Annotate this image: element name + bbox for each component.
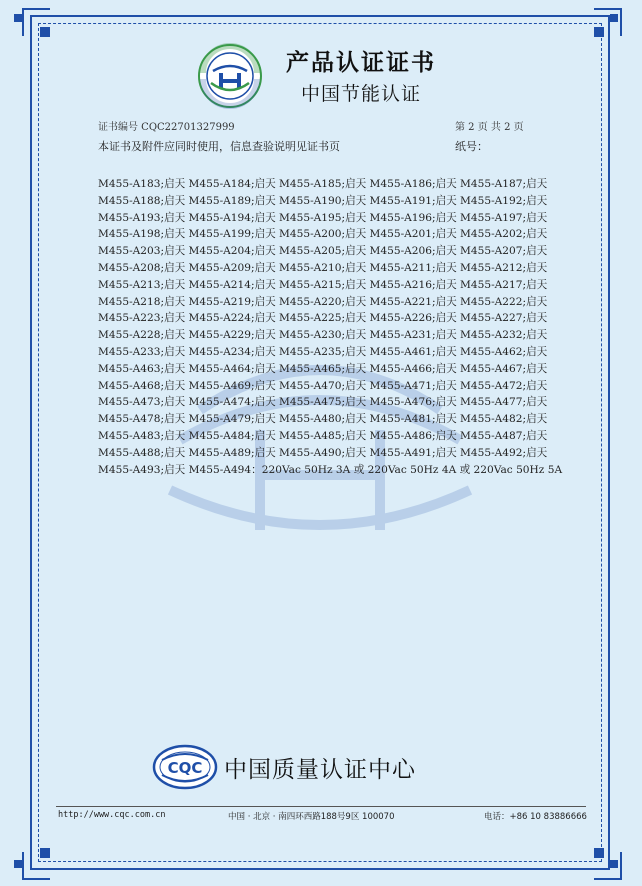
footer-address: 中国 · 北京 · 南四环西路188号9区 100070 bbox=[228, 812, 395, 822]
corner-dot-top-left bbox=[14, 14, 22, 22]
model-entry: M455-A219;启天 bbox=[188, 295, 276, 308]
model-entry: M455-A214;启天 bbox=[188, 278, 276, 291]
model-entry: M455-A190;启天 bbox=[279, 194, 367, 207]
model-entry: M455-A233;启天 bbox=[98, 345, 186, 358]
model-entry: M455-A481;启天 bbox=[369, 413, 457, 426]
model-entry: M455-A221;启天 bbox=[369, 295, 457, 308]
model-entry: M455-A232;启天 bbox=[460, 329, 548, 342]
model-entry: M455-A194;启天 bbox=[188, 211, 276, 224]
model-entry: M455-A231;启天 bbox=[369, 329, 457, 342]
model-row bbox=[98, 394, 558, 411]
model-entry: M455-A490;启天 bbox=[279, 446, 367, 459]
model-entry: M455-A192;启天 bbox=[460, 194, 548, 207]
model-entry: M455-A476;启天 bbox=[369, 396, 457, 409]
model-entry: M455-A191;启天 bbox=[369, 194, 457, 207]
footer-divider bbox=[56, 806, 586, 807]
corner-square-top-left bbox=[40, 27, 50, 37]
model-entry: M455-A202;启天 bbox=[460, 228, 548, 241]
model-entry: M455-A492;启天 bbox=[460, 446, 548, 459]
model-row-last bbox=[98, 462, 563, 479]
model-row bbox=[98, 193, 558, 210]
model-row bbox=[98, 243, 558, 260]
model-entry: M455-A470;启天 bbox=[279, 379, 367, 392]
model-entry: M455-A462;启天 bbox=[460, 345, 548, 358]
model-row bbox=[98, 361, 558, 378]
model-entry: M455-A234;启天 bbox=[188, 345, 276, 358]
model-entry: M455-A465;启天 bbox=[279, 362, 367, 375]
model-entry: M455-A199;启天 bbox=[188, 228, 276, 241]
model-entry: M455-A483;启天 bbox=[98, 429, 186, 442]
model-row bbox=[98, 344, 558, 361]
model-entry: M455-A220;启天 bbox=[279, 295, 367, 308]
model-entry: M455-A230;启天 bbox=[279, 329, 367, 342]
model-entry: M455-A204;启天 bbox=[188, 245, 276, 258]
model-row bbox=[98, 445, 558, 462]
model-entry: M455-A206;启天 bbox=[369, 245, 457, 258]
model-row bbox=[98, 260, 558, 277]
model-entry: M455-A228;启天 bbox=[98, 329, 186, 342]
model-entry: M455-A467;启天 bbox=[460, 362, 548, 375]
model-entry: M455-A472;启天 bbox=[460, 379, 548, 392]
model-entry: M455-A196;启天 bbox=[369, 211, 457, 224]
model-row bbox=[98, 226, 558, 243]
model-entry: M455-A201;启天 bbox=[369, 228, 457, 241]
model-entry: M455-A486;启天 bbox=[369, 429, 457, 442]
cqc-logo bbox=[152, 744, 218, 790]
model-entry: M455-A227;启天 bbox=[460, 312, 548, 325]
usage-notice: 本证书及附件应同时使用，信息查验说明见证书页 bbox=[98, 140, 340, 153]
model-entry: M455-A466;启天 bbox=[369, 362, 457, 375]
model-entry: M455-A213;启天 bbox=[98, 278, 186, 291]
model-entry: M455-A225;启天 bbox=[279, 312, 367, 325]
model-entry: M455-A215;启天 bbox=[279, 278, 367, 291]
model-entry: M455-A222;启天 bbox=[460, 295, 548, 308]
model-entry: M455-A488;启天 bbox=[98, 446, 186, 459]
model-entry: M455-A203;启天 bbox=[98, 245, 186, 258]
corner-square-bottom-left bbox=[40, 848, 50, 858]
model-entry: M455-A197;启天 bbox=[460, 211, 548, 224]
model-entry: M455-A224;启天 bbox=[188, 312, 276, 325]
page-indicator: 第 2 页 共 2 页 bbox=[455, 122, 524, 133]
model-entry: M455-A235;启天 bbox=[279, 345, 367, 358]
model-entry: M455-A210;启天 bbox=[279, 261, 367, 274]
model-entry: M455-A478;启天 bbox=[98, 413, 186, 426]
corner-dot-bottom-right bbox=[610, 860, 618, 868]
model-entry: M455-A477;启天 bbox=[460, 396, 548, 409]
model-row bbox=[98, 176, 558, 193]
model-entry: M455-A489;启天 bbox=[188, 446, 276, 459]
model-entry: M455-A211;启天 bbox=[369, 261, 457, 274]
model-entry: M455-A484;启天 bbox=[188, 429, 276, 442]
model-entry: M455-A205;启天 bbox=[279, 245, 367, 258]
certificate-subtitle: 中国节能认证 bbox=[301, 83, 422, 105]
model-rating-line: M455-A493;启天 M455-A494：220Vac 50Hz 3A 或 220Vac 50Hz 4A 或 220Vac 50Hz 5A bbox=[98, 463, 563, 476]
model-entry: M455-A491;启天 bbox=[369, 446, 457, 459]
model-entry: M455-A226;启天 bbox=[369, 312, 457, 325]
energy-certification-logo bbox=[197, 43, 263, 109]
model-entry: M455-A209;启天 bbox=[188, 261, 276, 274]
model-entry: M455-A485;启天 bbox=[279, 429, 367, 442]
corner-dot-bottom-left bbox=[14, 860, 22, 868]
model-row bbox=[98, 310, 558, 327]
model-entry: M455-A193;启天 bbox=[98, 211, 186, 224]
model-entry: M455-A487;启天 bbox=[460, 429, 548, 442]
model-entry: M455-A208;启天 bbox=[98, 261, 186, 274]
model-entry: M455-A212;启天 bbox=[460, 261, 548, 274]
model-entry: M455-A207;启天 bbox=[460, 245, 548, 258]
model-entry: M455-A184;启天 bbox=[188, 178, 276, 190]
footer-website: http://www.cqc.com.cn bbox=[58, 810, 166, 820]
paper-number-label: 纸号： bbox=[455, 140, 488, 153]
model-row bbox=[98, 277, 558, 294]
model-entry: M455-A468;启天 bbox=[98, 379, 186, 392]
model-row bbox=[98, 327, 558, 344]
model-entry: M455-A189;启天 bbox=[188, 194, 276, 207]
model-list bbox=[98, 176, 563, 478]
model-row bbox=[98, 294, 558, 311]
model-entry: M455-A473;启天 bbox=[98, 396, 186, 409]
model-entry: M455-A463;启天 bbox=[98, 362, 186, 375]
footer-phone: 电话：+86 10 83886666 bbox=[484, 812, 587, 822]
model-entry: M455-A482;启天 bbox=[460, 413, 548, 426]
cqc-logo-text: CQC bbox=[167, 759, 203, 777]
model-entry: M455-A229;启天 bbox=[188, 329, 276, 342]
model-row bbox=[98, 210, 558, 227]
model-entry: M455-A200;启天 bbox=[279, 228, 367, 241]
model-entry: M455-A188;启天 bbox=[98, 194, 186, 207]
model-entry: M455-A186;启天 bbox=[369, 178, 457, 190]
model-entry: M455-A474;启天 bbox=[188, 396, 276, 409]
model-entry: M455-A183;启天 bbox=[98, 178, 186, 190]
model-row bbox=[98, 378, 558, 395]
model-entry: M455-A195;启天 bbox=[279, 211, 367, 224]
corner-square-top-right bbox=[594, 27, 604, 37]
organization-name: 中国质量认证中心 bbox=[224, 757, 416, 783]
model-entry: M455-A479;启天 bbox=[188, 413, 276, 426]
model-entry: M455-A217;启天 bbox=[460, 278, 548, 291]
model-entry: M455-A475;启天 bbox=[279, 396, 367, 409]
model-entry: M455-A469;启天 bbox=[188, 379, 276, 392]
certificate-title: 产品认证证书 bbox=[286, 50, 436, 76]
corner-square-bottom-right bbox=[594, 848, 604, 858]
model-entry: M455-A185;启天 bbox=[279, 178, 367, 190]
model-entry: M455-A216;启天 bbox=[369, 278, 457, 291]
model-entry: M455-A218;启天 bbox=[98, 295, 186, 308]
model-entry: M455-A223;启天 bbox=[98, 312, 186, 325]
certificate-number: 证书编号 CQC22701327999 bbox=[98, 122, 235, 133]
corner-dot-top-right bbox=[610, 14, 618, 22]
model-row bbox=[98, 411, 558, 428]
model-entry: M455-A464;启天 bbox=[188, 362, 276, 375]
model-entry: M455-A471;启天 bbox=[369, 379, 457, 392]
model-row bbox=[98, 428, 558, 445]
model-entry: M455-A198;启天 bbox=[98, 228, 186, 241]
model-entry: M455-A480;启天 bbox=[279, 413, 367, 426]
model-entry: M455-A461;启天 bbox=[369, 345, 457, 358]
model-entry: M455-A187;启天 bbox=[460, 178, 548, 190]
